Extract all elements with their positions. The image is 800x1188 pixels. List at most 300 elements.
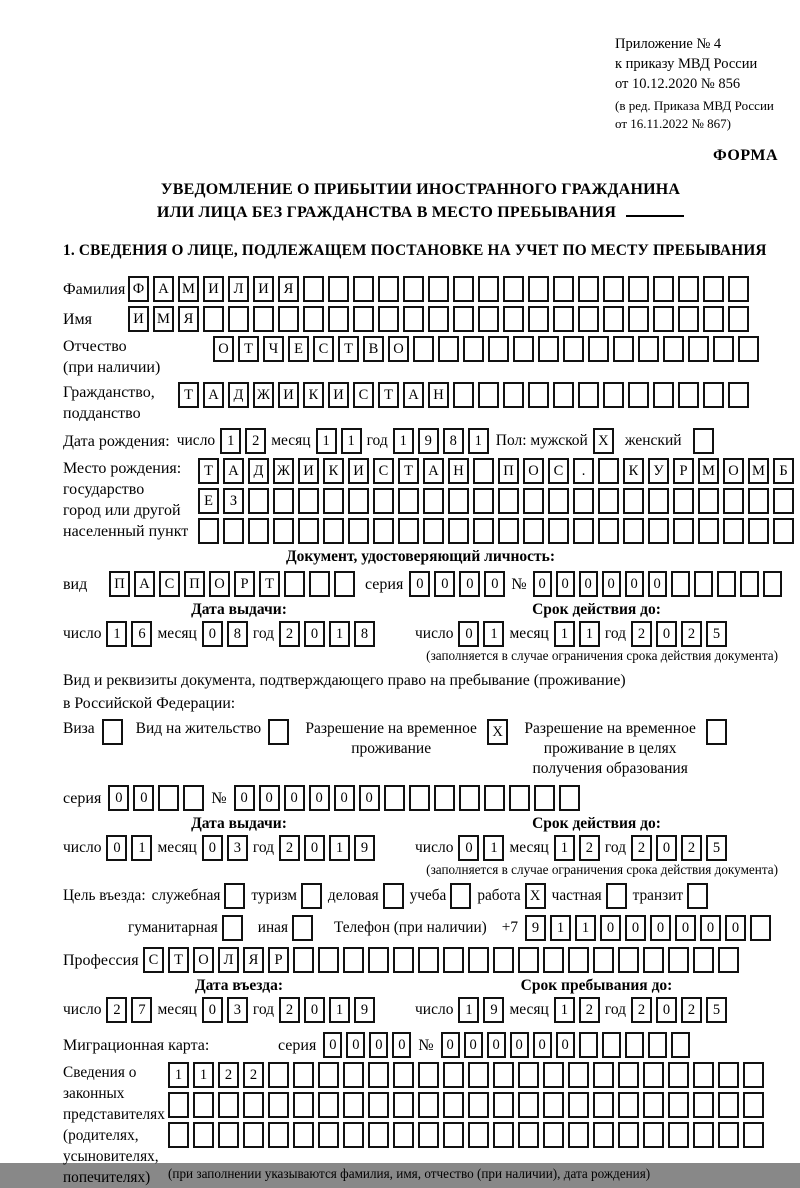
form-cell[interactable] — [423, 488, 444, 514]
form-cell[interactable] — [698, 488, 719, 514]
form-cell[interactable] — [673, 488, 694, 514]
representatives-cells-line2[interactable] — [168, 1092, 764, 1118]
birth-place-cells-line3[interactable] — [198, 518, 794, 544]
form-cell[interactable] — [648, 518, 669, 544]
form-cell[interactable] — [368, 947, 389, 973]
form-cell[interactable] — [478, 382, 499, 408]
form-cell[interactable] — [717, 571, 736, 597]
form-cell[interactable] — [368, 1092, 389, 1118]
given-name-cells[interactable] — [128, 306, 749, 332]
form-cell[interactable] — [668, 1062, 689, 1088]
form-cell[interactable] — [463, 336, 484, 362]
form-cell[interactable] — [368, 1062, 389, 1088]
form-cell[interactable] — [618, 947, 639, 973]
form-cell[interactable] — [309, 571, 330, 597]
form-cell[interactable] — [378, 276, 399, 302]
form-cell[interactable] — [534, 785, 555, 811]
form-cell[interactable] — [618, 1062, 639, 1088]
form-cell[interactable] — [578, 306, 599, 332]
form-cell[interactable]: А — [223, 458, 244, 484]
form-cell[interactable]: 5 — [706, 997, 727, 1023]
form-cell[interactable] — [373, 518, 394, 544]
purpose-other-checkbox[interactable] — [292, 915, 313, 941]
form-cell[interactable] — [468, 1092, 489, 1118]
form-cell[interactable]: Н — [448, 458, 469, 484]
form-cell[interactable] — [588, 336, 609, 362]
form-cell[interactable]: X — [593, 428, 614, 454]
form-cell[interactable]: Т — [168, 947, 189, 973]
form-cell[interactable] — [668, 947, 689, 973]
temp-residence-permit-checkbox[interactable] — [487, 719, 508, 745]
form-cell[interactable] — [653, 306, 674, 332]
form-cell[interactable] — [528, 382, 549, 408]
form-cell[interactable]: М — [698, 458, 719, 484]
form-cell[interactable] — [598, 488, 619, 514]
form-cell[interactable]: 7 — [131, 997, 152, 1023]
form-cell[interactable]: М — [748, 458, 769, 484]
form-cell[interactable] — [478, 306, 499, 332]
form-cell[interactable] — [343, 947, 364, 973]
form-cell[interactable] — [643, 1122, 664, 1148]
migration-card-number-cells[interactable] — [441, 1032, 690, 1058]
form-cell[interactable] — [243, 1122, 264, 1148]
residence-permit-checkbox[interactable] — [268, 719, 289, 745]
form-cell[interactable]: 0 — [392, 1032, 411, 1058]
form-cell[interactable] — [602, 1032, 621, 1058]
form-cell[interactable]: 1 — [329, 621, 350, 647]
form-cell[interactable]: 0 — [458, 835, 479, 861]
residence-expiry-year[interactable] — [631, 835, 727, 861]
form-cell[interactable]: 2 — [631, 997, 652, 1023]
form-cell[interactable]: Т — [198, 458, 219, 484]
form-cell[interactable] — [738, 336, 759, 362]
form-cell[interactable]: 1 — [193, 1062, 214, 1088]
form-cell[interactable] — [448, 518, 469, 544]
form-cell[interactable] — [393, 1092, 414, 1118]
form-cell[interactable]: К — [623, 458, 644, 484]
form-cell[interactable] — [418, 1062, 439, 1088]
form-cell[interactable]: 1 — [106, 621, 127, 647]
education-permit-checkbox[interactable] — [706, 719, 727, 745]
form-cell[interactable] — [268, 719, 289, 745]
form-cell[interactable] — [643, 1092, 664, 1118]
form-cell[interactable]: 0 — [284, 785, 305, 811]
form-cell[interactable] — [728, 382, 749, 408]
form-cell[interactable] — [713, 336, 734, 362]
form-cell[interactable]: 9 — [354, 835, 375, 861]
form-cell[interactable]: 1 — [168, 1062, 189, 1088]
form-cell[interactable] — [643, 1062, 664, 1088]
form-cell[interactable] — [748, 488, 769, 514]
form-cell[interactable] — [218, 1122, 239, 1148]
form-cell[interactable]: Р — [234, 571, 255, 597]
form-cell[interactable]: Т — [238, 336, 259, 362]
form-cell[interactable] — [688, 336, 709, 362]
form-cell[interactable]: В — [363, 336, 384, 362]
form-cell[interactable]: 2 — [681, 621, 702, 647]
form-cell[interactable] — [603, 382, 624, 408]
form-cell[interactable] — [434, 785, 455, 811]
form-cell[interactable]: 0 — [323, 1032, 342, 1058]
form-cell[interactable] — [648, 488, 669, 514]
form-cell[interactable]: 1 — [550, 915, 571, 941]
birth-place-cells-line2[interactable] — [198, 488, 794, 514]
form-cell[interactable]: 9 — [525, 915, 546, 941]
form-cell[interactable]: 9 — [354, 997, 375, 1023]
form-cell[interactable] — [198, 518, 219, 544]
form-cell[interactable]: С — [143, 947, 164, 973]
surname-cells[interactable] — [128, 276, 749, 302]
form-cell[interactable] — [718, 1062, 739, 1088]
form-cell[interactable] — [418, 1092, 439, 1118]
form-cell[interactable] — [568, 1122, 589, 1148]
form-cell[interactable] — [493, 1062, 514, 1088]
form-cell[interactable] — [384, 785, 405, 811]
form-cell[interactable]: 2 — [243, 1062, 264, 1088]
form-cell[interactable]: И — [128, 306, 149, 332]
form-cell[interactable] — [413, 336, 434, 362]
form-cell[interactable] — [579, 1032, 598, 1058]
entry-day[interactable] — [106, 997, 152, 1023]
form-cell[interactable] — [301, 883, 322, 909]
form-cell[interactable] — [393, 1122, 414, 1148]
form-cell[interactable] — [748, 518, 769, 544]
form-cell[interactable]: 1 — [220, 428, 241, 454]
form-cell[interactable] — [573, 488, 594, 514]
form-cell[interactable]: 0 — [369, 1032, 388, 1058]
form-cell[interactable]: 5 — [706, 621, 727, 647]
form-cell[interactable]: К — [303, 382, 324, 408]
form-cell[interactable] — [293, 1092, 314, 1118]
form-cell[interactable]: X — [487, 719, 508, 745]
form-cell[interactable]: П — [184, 571, 205, 597]
form-cell[interactable]: С — [159, 571, 180, 597]
form-cell[interactable] — [578, 382, 599, 408]
form-cell[interactable] — [553, 276, 574, 302]
form-cell[interactable] — [678, 306, 699, 332]
form-cell[interactable] — [678, 382, 699, 408]
form-cell[interactable]: 0 — [409, 571, 430, 597]
form-cell[interactable]: 0 — [602, 571, 621, 597]
form-cell[interactable] — [498, 518, 519, 544]
form-cell[interactable]: К — [323, 458, 344, 484]
identity-issue-year[interactable] — [279, 621, 375, 647]
form-cell[interactable] — [618, 1122, 639, 1148]
form-cell[interactable] — [553, 306, 574, 332]
form-cell[interactable] — [328, 306, 349, 332]
form-cell[interactable]: 0 — [533, 571, 552, 597]
form-cell[interactable] — [248, 518, 269, 544]
residence-doc-series-cells[interactable] — [108, 785, 204, 811]
form-cell[interactable]: А — [403, 382, 424, 408]
form-cell[interactable] — [568, 947, 589, 973]
form-cell[interactable]: О — [193, 947, 214, 973]
form-cell[interactable] — [243, 1092, 264, 1118]
form-cell[interactable]: Т — [259, 571, 280, 597]
form-cell[interactable]: 0 — [650, 915, 671, 941]
form-cell[interactable] — [473, 518, 494, 544]
form-cell[interactable] — [334, 571, 355, 597]
form-cell[interactable] — [268, 1122, 289, 1148]
form-cell[interactable]: Я — [278, 276, 299, 302]
form-cell[interactable]: 0 — [458, 621, 479, 647]
form-cell[interactable]: 0 — [675, 915, 696, 941]
representatives-cells-line1[interactable] — [168, 1062, 764, 1088]
form-cell[interactable] — [663, 336, 684, 362]
identity-expiry-year[interactable] — [631, 621, 727, 647]
form-cell[interactable] — [298, 518, 319, 544]
form-cell[interactable]: 0 — [234, 785, 255, 811]
form-cell[interactable] — [543, 1062, 564, 1088]
form-cell[interactable] — [293, 1062, 314, 1088]
form-cell[interactable]: 0 — [346, 1032, 365, 1058]
form-cell[interactable] — [693, 1092, 714, 1118]
form-cell[interactable]: 0 — [304, 621, 325, 647]
form-cell[interactable] — [718, 947, 739, 973]
form-cell[interactable]: 1 — [329, 997, 350, 1023]
form-cell[interactable] — [318, 1092, 339, 1118]
form-cell[interactable] — [453, 382, 474, 408]
form-cell[interactable] — [292, 915, 313, 941]
identity-expiry-day[interactable] — [458, 621, 504, 647]
form-cell[interactable] — [503, 276, 524, 302]
form-cell[interactable] — [623, 518, 644, 544]
form-cell[interactable] — [484, 785, 505, 811]
form-cell[interactable]: Л — [218, 947, 239, 973]
form-cell[interactable] — [428, 306, 449, 332]
form-cell[interactable] — [643, 947, 664, 973]
form-cell[interactable] — [443, 1122, 464, 1148]
form-cell[interactable] — [673, 518, 694, 544]
form-cell[interactable]: 2 — [279, 835, 300, 861]
form-cell[interactable]: Е — [198, 488, 219, 514]
form-cell[interactable]: Д — [228, 382, 249, 408]
form-cell[interactable] — [523, 488, 544, 514]
form-cell[interactable]: 0 — [648, 571, 667, 597]
residence-issue-year[interactable] — [279, 835, 375, 861]
form-cell[interactable] — [468, 1122, 489, 1148]
form-cell[interactable]: 1 — [575, 915, 596, 941]
form-cell[interactable]: Н — [428, 382, 449, 408]
identity-issue-month[interactable] — [202, 621, 248, 647]
form-cell[interactable]: Т — [178, 382, 199, 408]
form-cell[interactable]: X — [525, 883, 546, 909]
form-cell[interactable]: С — [373, 458, 394, 484]
purpose-humanitarian-checkbox[interactable] — [222, 915, 243, 941]
form-cell[interactable] — [606, 883, 627, 909]
form-cell[interactable] — [493, 1092, 514, 1118]
form-cell[interactable]: 0 — [106, 835, 127, 861]
sex-female-checkbox[interactable] — [693, 428, 714, 454]
form-cell[interactable]: 0 — [700, 915, 721, 941]
form-cell[interactable]: 0 — [625, 915, 646, 941]
form-cell[interactable] — [773, 488, 794, 514]
entry-month[interactable] — [202, 997, 248, 1023]
form-cell[interactable] — [453, 306, 474, 332]
form-cell[interactable]: И — [328, 382, 349, 408]
form-cell[interactable]: Д — [248, 458, 269, 484]
form-cell[interactable] — [284, 571, 305, 597]
form-cell[interactable]: 0 — [334, 785, 355, 811]
form-cell[interactable] — [253, 306, 274, 332]
form-cell[interactable]: З — [223, 488, 244, 514]
form-cell[interactable] — [248, 488, 269, 514]
form-cell[interactable]: М — [178, 276, 199, 302]
form-cell[interactable]: 8 — [227, 621, 248, 647]
form-cell[interactable] — [728, 276, 749, 302]
residence-issue-day[interactable] — [106, 835, 152, 861]
form-cell[interactable] — [668, 1092, 689, 1118]
form-cell[interactable]: 0 — [510, 1032, 529, 1058]
form-cell[interactable] — [493, 1122, 514, 1148]
form-cell[interactable]: Ж — [253, 382, 274, 408]
form-cell[interactable] — [613, 336, 634, 362]
form-cell[interactable]: 0 — [625, 571, 644, 597]
form-cell[interactable] — [723, 518, 744, 544]
form-cell[interactable] — [553, 382, 574, 408]
form-cell[interactable] — [168, 1092, 189, 1118]
form-cell[interactable] — [718, 1092, 739, 1118]
form-cell[interactable] — [693, 1122, 714, 1148]
form-cell[interactable]: 2 — [279, 621, 300, 647]
form-cell[interactable] — [668, 1122, 689, 1148]
form-cell[interactable] — [750, 915, 771, 941]
form-cell[interactable]: 0 — [359, 785, 380, 811]
form-cell[interactable] — [418, 947, 439, 973]
form-cell[interactable]: 2 — [579, 835, 600, 861]
visa-checkbox[interactable] — [102, 719, 123, 745]
identity-doc-number-cells[interactable] — [533, 571, 782, 597]
form-cell[interactable]: О — [213, 336, 234, 362]
form-cell[interactable]: У — [648, 458, 669, 484]
form-cell[interactable]: 1 — [554, 621, 575, 647]
form-cell[interactable]: А — [203, 382, 224, 408]
form-cell[interactable]: Я — [178, 306, 199, 332]
form-cell[interactable] — [543, 947, 564, 973]
form-cell[interactable]: П — [109, 571, 130, 597]
form-cell[interactable] — [740, 571, 759, 597]
residence-doc-number-cells[interactable] — [234, 785, 580, 811]
form-cell[interactable] — [203, 306, 224, 332]
form-cell[interactable] — [678, 276, 699, 302]
form-cell[interactable]: 1 — [483, 835, 504, 861]
form-cell[interactable] — [353, 306, 374, 332]
form-cell[interactable] — [348, 488, 369, 514]
form-cell[interactable] — [528, 276, 549, 302]
form-cell[interactable] — [218, 1092, 239, 1118]
form-cell[interactable] — [518, 1092, 539, 1118]
form-cell[interactable]: 2 — [106, 997, 127, 1023]
form-cell[interactable] — [323, 488, 344, 514]
form-cell[interactable] — [193, 1092, 214, 1118]
form-cell[interactable]: 0 — [259, 785, 280, 811]
form-cell[interactable] — [687, 883, 708, 909]
form-cell[interactable] — [353, 276, 374, 302]
form-cell[interactable]: О — [209, 571, 230, 597]
form-cell[interactable] — [638, 336, 659, 362]
form-cell[interactable] — [378, 306, 399, 332]
form-cell[interactable]: Р — [673, 458, 694, 484]
form-cell[interactable] — [593, 947, 614, 973]
form-cell[interactable] — [393, 947, 414, 973]
form-cell[interactable] — [593, 1122, 614, 1148]
form-cell[interactable]: 2 — [579, 997, 600, 1023]
form-cell[interactable]: 9 — [418, 428, 439, 454]
form-cell[interactable] — [543, 1092, 564, 1118]
form-cell[interactable] — [278, 306, 299, 332]
residence-expiry-month[interactable] — [554, 835, 600, 861]
form-cell[interactable] — [723, 488, 744, 514]
form-cell[interactable] — [573, 518, 594, 544]
form-cell[interactable] — [428, 276, 449, 302]
form-cell[interactable] — [653, 382, 674, 408]
form-cell[interactable]: 1 — [468, 428, 489, 454]
residence-expiry-day[interactable] — [458, 835, 504, 861]
form-cell[interactable] — [158, 785, 179, 811]
form-cell[interactable] — [718, 1122, 739, 1148]
form-cell[interactable] — [559, 785, 580, 811]
form-cell[interactable]: 1 — [329, 835, 350, 861]
form-cell[interactable] — [518, 1062, 539, 1088]
form-cell[interactable] — [628, 276, 649, 302]
form-cell[interactable]: 1 — [341, 428, 362, 454]
form-cell[interactable] — [518, 947, 539, 973]
form-cell[interactable] — [618, 1092, 639, 1118]
form-cell[interactable]: А — [134, 571, 155, 597]
form-cell[interactable] — [593, 1062, 614, 1088]
form-cell[interactable]: 0 — [133, 785, 154, 811]
form-cell[interactable]: Б — [773, 458, 794, 484]
form-cell[interactable]: 0 — [309, 785, 330, 811]
form-cell[interactable] — [703, 276, 724, 302]
form-cell[interactable] — [102, 719, 123, 745]
form-cell[interactable] — [328, 276, 349, 302]
form-cell[interactable]: 0 — [487, 1032, 506, 1058]
form-cell[interactable] — [538, 336, 559, 362]
form-cell[interactable]: 0 — [556, 1032, 575, 1058]
representatives-cells-line3[interactable] — [168, 1122, 764, 1148]
form-cell[interactable]: И — [278, 382, 299, 408]
form-cell[interactable] — [703, 306, 724, 332]
phone-cells[interactable] — [525, 915, 771, 941]
identity-doc-series-cells[interactable] — [409, 571, 505, 597]
form-cell[interactable] — [728, 306, 749, 332]
form-cell[interactable] — [743, 1062, 764, 1088]
sex-male-checkbox[interactable] — [593, 428, 614, 454]
form-cell[interactable] — [403, 306, 424, 332]
form-cell[interactable]: 1 — [131, 835, 152, 861]
form-cell[interactable] — [773, 518, 794, 544]
form-cell[interactable] — [509, 785, 530, 811]
form-cell[interactable] — [548, 488, 569, 514]
form-cell[interactable]: О — [523, 458, 544, 484]
birth-place-cells-line1[interactable] — [198, 458, 794, 484]
form-cell[interactable]: Т — [378, 382, 399, 408]
form-cell[interactable] — [603, 306, 624, 332]
residence-issue-month[interactable] — [202, 835, 248, 861]
purpose-work-checkbox[interactable] — [525, 883, 546, 909]
stay-month[interactable] — [554, 997, 600, 1023]
form-cell[interactable] — [543, 1122, 564, 1148]
form-cell[interactable]: 0 — [656, 997, 677, 1023]
form-cell[interactable] — [598, 458, 619, 484]
form-cell[interactable] — [368, 1122, 389, 1148]
form-cell[interactable] — [653, 276, 674, 302]
form-cell[interactable] — [743, 1092, 764, 1118]
form-cell[interactable] — [450, 883, 471, 909]
form-cell[interactable] — [318, 947, 339, 973]
form-cell[interactable]: Ф — [128, 276, 149, 302]
